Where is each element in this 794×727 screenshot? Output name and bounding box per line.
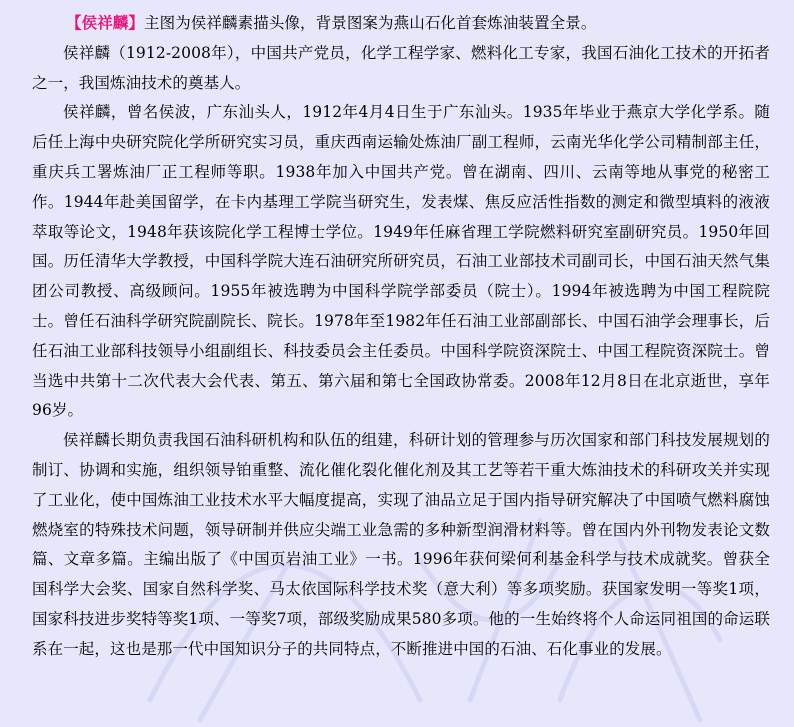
- article: [32, 8, 770, 665]
- caption-tag: 【侯祥麟】: [66, 13, 145, 32]
- paragraph-biography: 侯祥麟，曾名侯波，广东汕头人，1912年4月4日生于广东汕头。1935年毕业于燕京大学化学系。随后任上海中央研究院化学所研究实习员，重庆西南运输处炼油厂副工程师，云南光华化学公司精制部主任，重庆兵工署炼油厂正工程师等职。1938年加入中国共产党。曾在湖南、四川、云南等地从事党的秘密工作。1944年赴美国留学，在卡内基理工学院当研究生，发表煤、焦反应活性指数的测定和微型填料的液液萃取等论文，1948年获该院化学工程博士学位。1949年任麻省理工学院燃料研究室副研究员。1950年回国。历任清华大学教授，中国科学院大连石油研究所研究员，石油工业部技术司副司长，中国石油天然气集团公司教授、高级顾问。1955年被选聘为中国科学院学部委员（院士）。1994年被选聘为中国工程院院士。曾任石油科学研究院副院长、院长。1978年至1982年任石油工业部副部长、中国石油学会理事长，后任石油工业部科技领导小组副组长、科技委员会主任委员。中国科学院资深院士、中国工程院资深院士。曾当选中共第十二次代表大会代表、第五、第六届和第七全国政协常委。2008年12月8日在北京逝世，享年96岁。: [32, 103, 770, 420]
- paragraph-intro: 侯祥麟（1912-2008年），中国共产党员，化学工程学家、燃料化工专家，我国石油化工技术的开拓者之一，我国炼油技术的奠基人。: [32, 43, 770, 92]
- paragraph-achievements: 侯祥麟长期负责我国石油科研机构和队伍的组建，科研计划的管理参与历次国家和部门科技发展规划的制订、协调和实施，组织领导铂重整、流化催化裂化催化剂及其工艺等若干重大炼油技术的科研攻关并实现了工业化，使中国炼油工业技术水平大幅度提高，实现了油品立足于国内指导研究解决了中国喷气燃料腐蚀燃烧室的特殊技术问题，领导研制并供应尖端工业急需的多种新型润滑材料等。曾在国内外刊物发表论文数篇、文章多篇。主编出版了《中国页岩油工业》一书。1996年获何梁何利基金科学与技术成就奖。曾获全国科学大会奖、国家自然科学奖、马太依国际科学技术奖（意大利）等多项奖励。获国家发明一等奖1项，国家科技进步奖特等奖1项、一等奖7项，部级奖励成果580多项。他的一生始终将个人命运同祖国的命运联系在一起，这也是那一代中国知识分子的共同特点，不断推进中国的石油、石化事业的发展。: [32, 431, 770, 658]
- image-caption: [32, 8, 770, 39]
- caption-text: 主图为侯祥麟素描头像，背景图案为燕山石化首套炼油装置全景。: [144, 14, 597, 32]
